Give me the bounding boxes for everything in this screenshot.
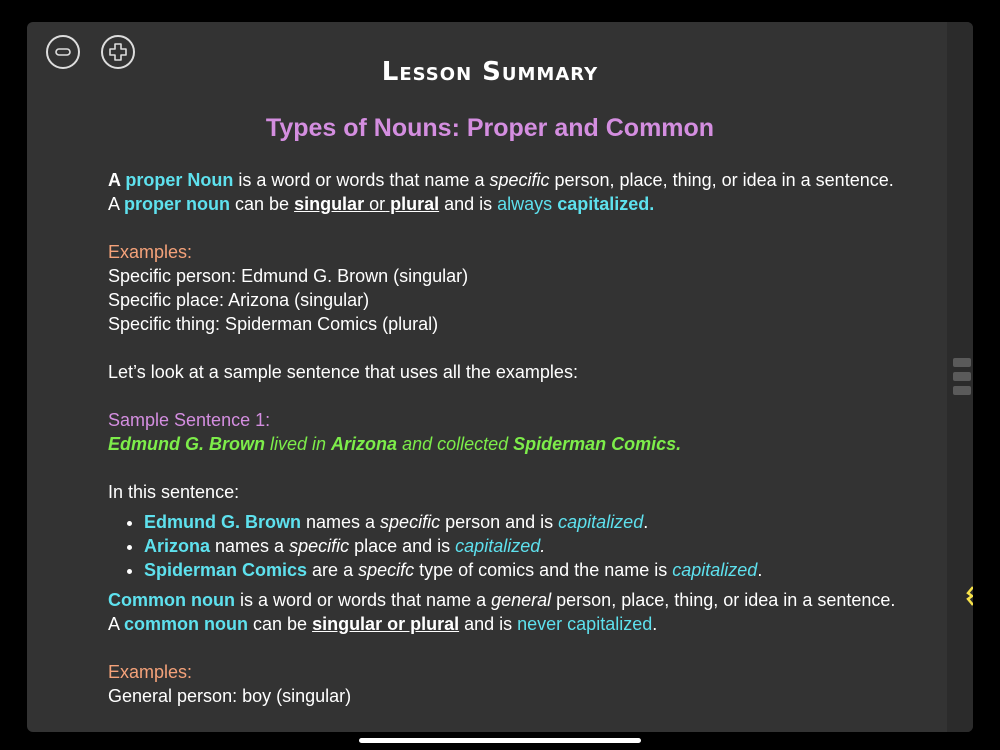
example-item: Specific place: Arizona (singular) — [108, 290, 370, 310]
list-item: • Arizona names a specific place and is capitalized. — [144, 534, 908, 558]
list-item: • Edmund G. Brown names a specific person and is capitalized. — [144, 510, 908, 534]
side-scroll-strip[interactable] — [947, 22, 973, 732]
proper-noun-definition: A proper Noun is a word or words that name a specific person, place, thing, or idea in a sentence. A proper noun can be singular or plural and is always capitalized. — [108, 170, 894, 214]
lesson-panel — [27, 22, 973, 732]
example-item: Specific person: Edmund G. Brown (singular) — [108, 266, 469, 286]
examples-label: Examples: — [108, 662, 193, 682]
page-title: Lesson Summary — [381, 57, 599, 87]
sample-sentence: Edmund G. Brown lived in Arizona and collected Spiderman Comics. — [108, 434, 682, 454]
analysis-list — [108, 510, 908, 582]
analysis-intro: In this sentence: — [108, 482, 240, 502]
grip-handle[interactable] — [953, 358, 971, 367]
example-item: Specific thing: Spiderman Comics (plural) — [108, 314, 439, 334]
examples-label: Examples: — [108, 242, 193, 262]
example-item: General person: boy (singular) — [108, 686, 352, 706]
common-noun-definition: Common noun is a word or words that name a general person, place, thing, or idea in a sentence. A common noun can be singular or plural and is never capitalized. — [108, 590, 896, 634]
list-item: • Spiderman Comics are a specifc type of comics and the name is capitalized. — [144, 558, 908, 582]
star-icon — [965, 585, 973, 607]
sample-sentence-label: Sample Sentence 1: — [108, 410, 271, 430]
section-heading: Types of Nouns: Proper and Common — [265, 114, 715, 142]
grip-handle[interactable] — [953, 372, 971, 381]
home-indicator[interactable] — [359, 738, 641, 743]
grip-handle[interactable] — [953, 386, 971, 395]
lesson-content — [108, 168, 908, 708]
sample-intro: Let’s look at a sample sentence that uses all the examples: — [108, 362, 578, 382]
